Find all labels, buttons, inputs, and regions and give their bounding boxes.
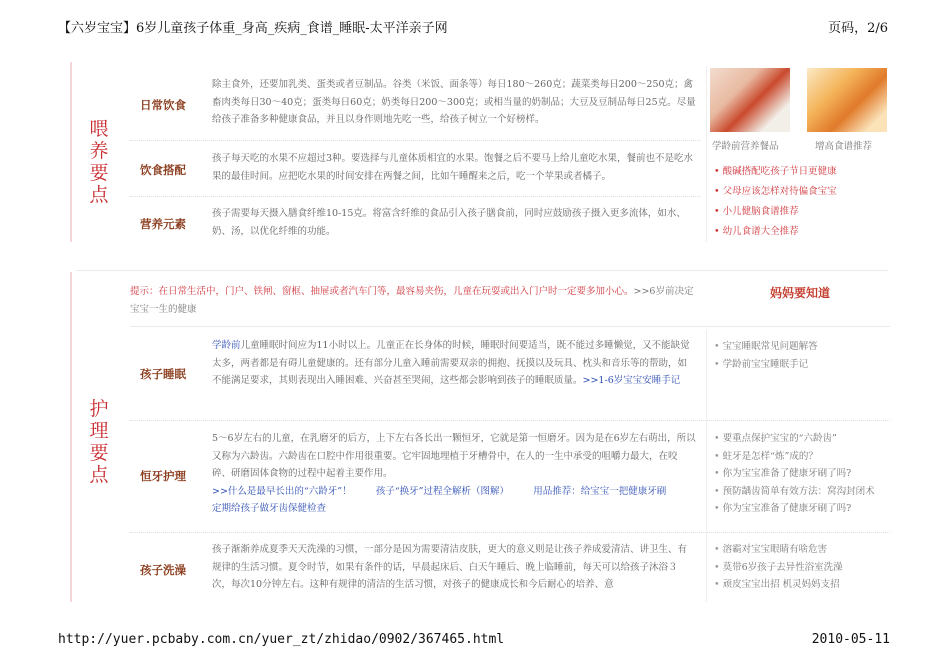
page-title: 【六岁宝宝】6岁儿童孩子体重_身高_疾病_食谱_睡眠-太平洋亲子网	[58, 21, 448, 36]
row-text-daily-diet: 除主食外，还要加乳类、蛋类或者豆制品。谷类（米饭、面条等）每日180～260克；蔬菜类每日200～250克；禽畜肉类每日30～40克；蛋类每日60克；奶类每日200～300克；或相当量的奶制品；大豆及豆制品每日25克。尽量给孩子准备多种健康食品，并且以身作则地先吃一些，给孩子树立一个好榜样。	[212, 79, 696, 125]
column-divider	[706, 330, 707, 602]
section-divider	[76, 270, 888, 271]
list-item[interactable]: • 你为宝宝准备了健康牙刷了吗?	[714, 465, 875, 483]
height-recipe-photo[interactable]	[807, 68, 887, 132]
feeding-link-list	[714, 162, 837, 242]
row-text-diet-pairing: 孩子每天吃的水果不应超过3种。要选择与儿童体质相宜的水果。饱餐之后不要马上给儿童吃水果，餐前也不是吃水果的最佳时间。应把吃水果的时间安排在两餐之间，比如午睡醒来之后，吃一个苹果或者橘子。	[212, 153, 694, 182]
mama-should-know-title: 妈妈要知道	[770, 286, 831, 300]
divider	[130, 420, 890, 421]
teeth-link[interactable]: >>什么是最早长出的“六龄牙”！	[212, 485, 352, 497]
row-label-teeth: 恒牙护理	[140, 469, 186, 483]
feeding-section-title	[86, 118, 112, 206]
sleep-link-list	[714, 338, 818, 373]
title-char: 要	[89, 442, 109, 464]
divider	[130, 196, 700, 197]
teeth-link-list	[714, 430, 875, 518]
feeding-frame-line	[70, 62, 72, 242]
list-item[interactable]: • 幼儿食谱大全推荐	[714, 222, 837, 242]
row-label-daily-diet: 日常饮食	[140, 98, 186, 112]
title-char: 点	[89, 464, 109, 486]
list-item[interactable]: • 溶霸对宝宝眼睛有啥危害	[714, 541, 843, 559]
list-item[interactable]: • 你为宝宝准备了健康牙刷了吗?	[714, 500, 875, 518]
list-item[interactable]: • 莫带6岁孩子去异性浴室洗澡	[714, 559, 843, 577]
row-label-nutrients: 营养元素	[140, 217, 186, 231]
footer-url[interactable]: http://yuer.pcbaby.com.cn/yuer_zt/zhidao/0902/367465.html	[58, 632, 505, 647]
list-item[interactable]: • 预防龋齿简单有效方法：窝沟封闭术	[714, 483, 875, 501]
row-text-sleep	[212, 337, 696, 390]
tip-text: 提示：在日常生活中，门户、铁闸、窗框、抽屉或者汽车门等，最容易夹伤，儿童在玩耍或出入门户时一定要多加小心。	[130, 286, 634, 297]
list-item[interactable]: • 宝宝睡眠常见问题解答	[714, 338, 818, 356]
column-divider	[706, 66, 707, 242]
title-char: 喂	[89, 118, 109, 140]
list-item[interactable]: • 酸碱搭配吃孩子节日更健康	[714, 162, 837, 182]
teeth-link[interactable]: 孩子“换牙”过程全解析（图解）	[375, 485, 510, 497]
sleep-text: 儿童睡眠时间应为11小时以上。儿童正在长身体的时候，睡眠时间要适当，既不能过多睡懒觉，又不能缺觉太多，两者都是有碍儿童健康的。还有部分儿童入睡前需要双亲的拥抱、抚摸以及玩具、枕头和音乐等的帮助，如不能满足要求，其则表现出入睡困难、兴奋甚至哭闹，这些都会影响到孩子的睡眠质量。	[212, 340, 690, 386]
safety-tip	[130, 283, 700, 319]
care-section-title	[86, 398, 112, 486]
preschool-link[interactable]: 学龄前	[212, 340, 241, 351]
care-frame-line	[70, 272, 72, 602]
list-item[interactable]: • 蛀牙是怎样“炼”成的？	[714, 448, 875, 466]
list-item[interactable]: • 学龄前宝宝睡眠手记	[714, 356, 818, 374]
footer-date: 2010-05-11	[811, 632, 890, 647]
teeth-text: 5～6岁左右的儿童，在乳磨牙的后方，上下左右各长出一颗恒牙，它就是第一恒磨牙。因为是在6岁左右萌出，所以又称为六龄齿。六龄齿在口腔中作用很重要。它牢固地埋植于牙槽骨中，在人的一生中承受的咀嚼力最大，在咬碎、研磨固体食物的过程中起着主要作用。	[212, 433, 696, 479]
row-text-bath: 孩子渐渐养成夏季天天洗澡的习惯，一部分是因为需要清洁皮肤，更大的意义则是让孩子养成爱清洁、讲卫生、有规律的生活习惯。夏令时节，如果有条件的话，早晨起床后、白天午睡后、晚上临睡前，每天可以给孩子沐浴３次，每次10分钟左右。这种有规律的清洁的生活习惯，对孩子的健康成长和今后耐心的培养、意	[212, 544, 688, 590]
photo-caption[interactable]: 增高食谱推荐	[815, 141, 873, 152]
sleep-diary-link[interactable]: >>1-6岁宝宝安睡手记	[582, 375, 681, 386]
row-label-diet-pairing: 饮食搭配	[140, 163, 186, 177]
row-text-nutrients: 孩子需要每天摄入膳食纤维10-15克。将富含纤维的食品引入孩子膳食前，同时应鼓励孩子摄入更多流体，如水、奶、汤，以优化纤维的功能。	[212, 208, 686, 237]
row-label-sleep: 孩子睡眠	[140, 367, 186, 381]
title-char: 护	[89, 398, 109, 420]
tip-link[interactable]: >>6岁前决定宝宝一生的健康	[130, 286, 694, 315]
page-number: 页码，2/6	[828, 21, 888, 36]
title-char: 要	[89, 162, 109, 184]
photo-caption[interactable]: 学龄前营养餐品	[712, 141, 779, 152]
row-label-bath: 孩子洗澡	[140, 563, 186, 577]
row-text-teeth	[212, 430, 696, 518]
bath-link-list	[714, 541, 843, 594]
teeth-link[interactable]: 用品推荐：给宝宝一把健康牙刷	[533, 485, 667, 497]
list-item[interactable]: • 小儿健脑食谱推荐	[714, 202, 837, 222]
title-char: 理	[89, 420, 109, 442]
list-item[interactable]: • 顽皮宝宝出招 机灵妈妈支招	[714, 576, 843, 594]
list-item[interactable]: • 父母应该怎样对待偏食宝宝	[714, 182, 837, 202]
divider	[130, 140, 700, 141]
preschool-meal-photo[interactable]	[710, 68, 790, 132]
divider	[130, 532, 890, 533]
title-char: 养	[89, 140, 109, 162]
title-char: 点	[89, 184, 109, 206]
list-item[interactable]: • 要重点保护宝宝的“六龄齿”	[714, 430, 875, 448]
teeth-link[interactable]: 定期给孩子做牙齿保健检查	[212, 503, 327, 514]
divider	[130, 326, 890, 327]
